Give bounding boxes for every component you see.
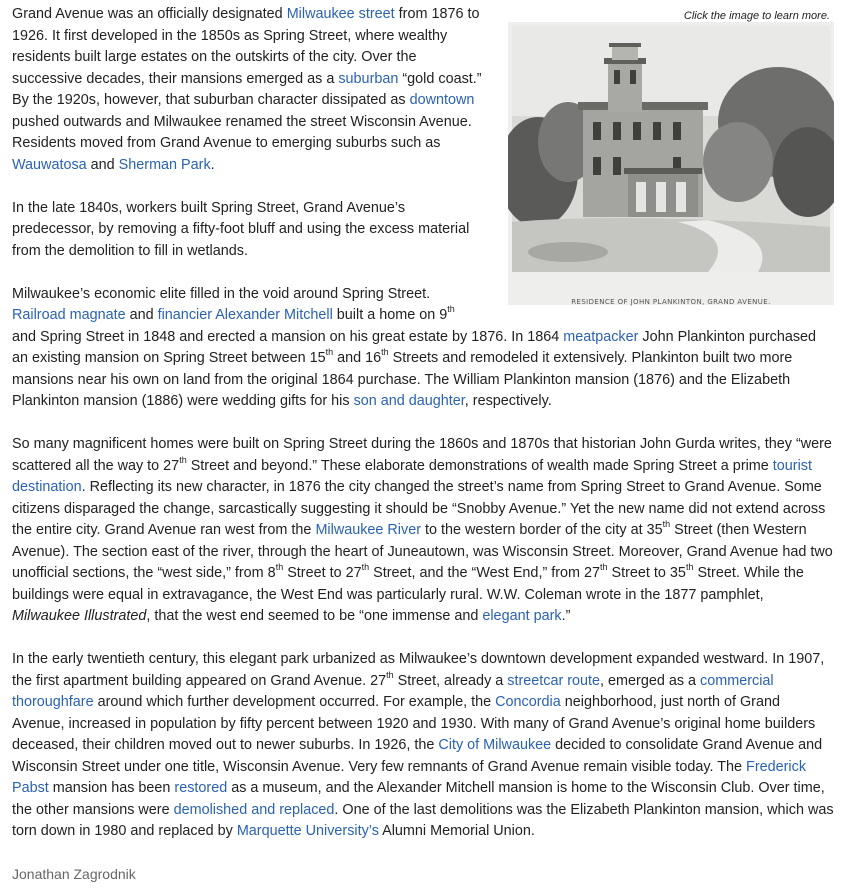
italic-title: Milwaukee Illustrated: [12, 608, 147, 624]
text: Streets and remodeled it extensively. Plankinton built two more mansions near his own on land from the original 1864 purchase. The William Plankinton mansion (1876) and the Elizabeth Plankinton mansion (1886) were wedding gifts for his: [12, 350, 793, 409]
plankinton-residence-photo[interactable]: [508, 22, 834, 305]
link-concordia[interactable]: Concordia: [495, 694, 561, 710]
link-frederick-pabst[interactable]: Frederick Pabst: [12, 758, 807, 796]
superscript: th: [685, 562, 694, 573]
text: mansion has been: [48, 780, 175, 796]
text: Street (then Western Avenue). The section east of the river, through the heart of Juneautown, was Wisconsin Street. Moreover, Grand Avenue had two unofficial sections, the “west side,” from 8: [12, 522, 833, 581]
text: Grand Avenue was an officially designated: [12, 6, 287, 22]
text: and: [86, 156, 119, 173]
link-financier-alexander-mitchell[interactable]: financier Alexander Mitchell: [157, 307, 333, 323]
text: Street, and the “West End,” from 27: [369, 565, 601, 581]
link-restored[interactable]: restored: [174, 780, 228, 796]
text: , that the west end seemed to be “one immense and: [146, 608, 483, 624]
text: to the western border of the city at 35: [421, 522, 663, 538]
link-downtown[interactable]: downtown: [409, 92, 475, 108]
superscript: th: [325, 347, 334, 358]
article-body: [12, 4, 834, 864]
text: Street and beyond.” These elaborate demonstrations of wealth made Spring Street a prime: [186, 457, 773, 474]
text: and 16: [333, 350, 382, 366]
link-streetcar-route[interactable]: streetcar route: [507, 672, 601, 689]
link-marquette-university[interactable]: Marquette University’s: [236, 823, 379, 839]
link-elegant-park[interactable]: elegant park: [482, 608, 562, 624]
text: from 1876 to 1926. It first developed in the 1850s as Spring Street, where wealthy residents built large estates on the outskirts of the city. Over the successive decades, their mansions emerged as a: [12, 6, 480, 87]
text: and: [125, 307, 158, 323]
text: as a museum, and the Alexander Mitchell mansion is home to the Wisconsin Club. Over time, the other mansions were: [12, 780, 825, 818]
text: Street to 35: [607, 565, 686, 581]
superscript: th: [447, 304, 455, 315]
text: In the early twentieth century, this elegant park urbanized as Milwaukee’s downtown development expanded westward. In 1907, the first apartment building appeared on Grand Avenue. 27: [12, 651, 825, 689]
superscript: th: [600, 562, 608, 573]
photo-caption: RESIDENCE OF JOHN PLANKINTON, GRAND AVENUE.: [571, 298, 771, 306]
text: Street, already a: [393, 672, 508, 689]
superscript: th: [275, 562, 284, 573]
text: In the late 1840s, workers built Spring Street, Grand Avenue’s predecessor, by removing a fifty-foot bluff and using the excess material from the demolition to fill in wetlands.: [12, 199, 470, 259]
link-tourist-destination[interactable]: tourist destination: [12, 457, 812, 495]
text: Alumni Memorial Union.: [378, 823, 535, 839]
text: built a home on 9: [332, 307, 448, 323]
text: “gold coast.” By the 1920s, however, that suburban character dissipated as: [12, 70, 482, 108]
figure-hint: Click the image to learn more.: [683, 10, 830, 22]
superscript: th: [179, 454, 187, 465]
paragraph-4: [12, 434, 834, 628]
text: decided to consolidate Grand Avenue and Wisconsin Street under one title, Wisconsin Avenue. Very few remnants of Grand Avenue remain visible today. The: [12, 737, 823, 775]
text: , respectively.: [464, 393, 552, 409]
text: John Plankinton purchased an existing mansion on Spring Street between 15: [12, 328, 817, 366]
superscript: th: [361, 562, 370, 573]
superscript: th: [381, 347, 389, 358]
link-suburban[interactable]: suburban: [338, 70, 399, 87]
link-city-of-milwaukee[interactable]: City of Milwaukee: [438, 737, 552, 753]
link-wauwatosa[interactable]: Wauwatosa: [12, 156, 87, 173]
link-demolished-and-replaced[interactable]: demolished and replaced: [173, 801, 335, 818]
link-son-and-daughter[interactable]: son and daughter: [353, 393, 465, 409]
paragraph-5: [12, 649, 834, 843]
text: , emerged as a: [600, 672, 701, 689]
link-commercial-thoroughfare[interactable]: commercial thoroughfare: [12, 672, 774, 710]
photo-illustration: [508, 22, 834, 305]
text: . Reflecting its new character, in 1876 the city changed the street’s name from Spring Street to Grand Avenue. Some citizens disparaged the change, sarcastically suggesting it should be “Snobby Avenue.” Yet the new name did not extend across the entire city. Grand Avenue ran west from the: [12, 479, 826, 538]
text: Milwaukee’s economic elite filled in the void around Spring Street.: [12, 285, 431, 302]
link-milwaukee-river[interactable]: Milwaukee River: [315, 522, 421, 538]
text: pushed outwards and Milwaukee renamed the street Wisconsin Avenue. Residents moved from Grand Avenue to emerging suburbs such as: [12, 113, 472, 151]
superscript: th: [662, 519, 671, 530]
link-milwaukee-street[interactable]: Milwaukee street: [286, 6, 395, 22]
text: .”: [561, 608, 571, 624]
text: and Spring Street in 1848 and erected a mansion on his great estate by 1876. In 1864: [12, 328, 564, 345]
text: around which further development occurred. For example, the: [93, 694, 496, 710]
figure[interactable]: [508, 4, 834, 304]
text: So many magnificent homes were built on Spring Street during the 1860s and 1870s that historian John Gurda writes, they “were scattered all the way to 27: [12, 436, 832, 474]
link-sherman-park[interactable]: Sherman Park: [118, 156, 211, 173]
text: . One of the last demolitions was the Elizabeth Plankinton mansion, which was torn down in 1980 and replaced by: [12, 801, 834, 839]
link-railroad-magnate[interactable]: Railroad magnate: [12, 307, 126, 323]
text: .: [210, 156, 215, 173]
superscript: th: [386, 669, 394, 680]
text: Street. While the buildings were equal in extravagance, the West End was particularly rural. W.W. Coleman wrote in the 1877 pamphlet,: [12, 565, 804, 603]
text: neighborhood, just north of Grand Avenue, increased in population by fifty percent between 1920 and 1930. With many of Grand Avenue’s original home builders deceased, their children moved out to newer suburbs. In 1926, the: [12, 694, 816, 753]
link-meatpacker[interactable]: meatpacker: [563, 328, 639, 345]
text: Street to 27: [283, 565, 362, 581]
author-credit: Jonathan Zagrodnik: [12, 866, 136, 882]
